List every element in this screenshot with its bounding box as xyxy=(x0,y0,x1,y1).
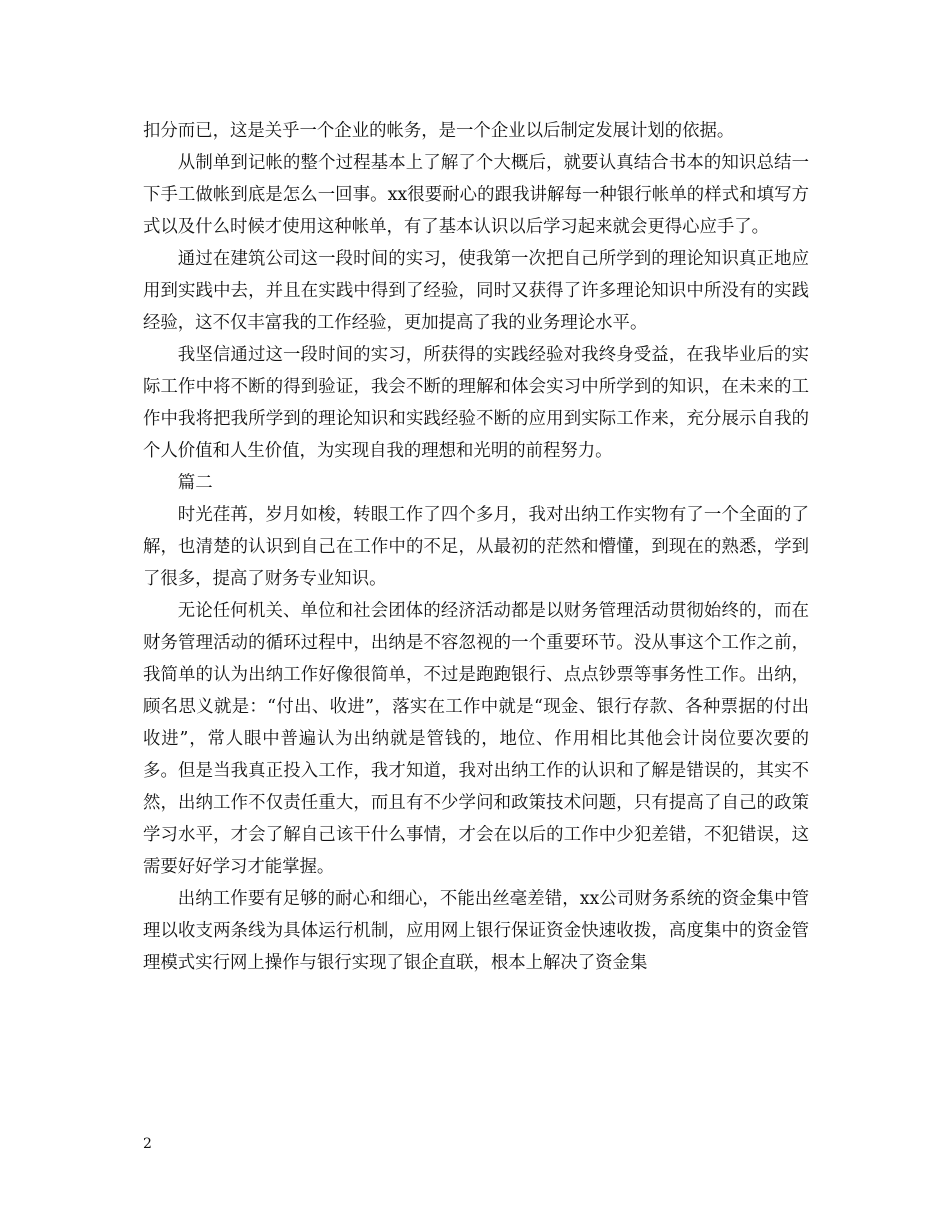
paragraph: 无论任何机关、单位和社会团体的经济活动都是以财务管理活动贯彻始终的，而在财务管理活动的循环过程中，出纳是不容忽视的一个重要环节。没从事这个工作之前，我简单的认为出纳工作好像很简单，不过是跑跑银行、点点钞票等事务性工作。出纳，顾名思义就是：“付出、收进”，落实在工作中就是“现金、银行存款、各种票据的付出收进”，常人眼中普遍认为出纳就是管钱的，地位、作用相比其他会计岗位要次要的多。但是当我真正投入工作，我才知道，我对出纳工作的认识和了解是错误的，其实不然，出纳工作不仅责任重大，而且有不少学问和政策技术问题，只有提高了自己的政策学习水平，才会了解自己该干什么事情，才会在以后的工作中少犯差错，不犯错误，这需要好好学习才能掌握。 xyxy=(143,601,809,877)
paragraph: 时光荏苒，岁月如梭，转眼工作了四个多月，我对出纳工作实物有了一个全面的了解，也清楚的认识到自己在工作中的不足，从最初的茫然和懵懂，到现在的熟悉，学到了很多，提高了财务专业知识。 xyxy=(143,505,809,589)
page-number: 2 xyxy=(143,1136,152,1152)
section-heading: 篇二 xyxy=(177,473,213,493)
paragraph: 通过在建筑公司这一段时间的实习，使我第一次把自己所学到的理论知识真正地应用到实践中去，并且在实践中得到了经验，同时又获得了许多理论知识中所没有的实践经验，这不仅丰富我的工作经验，更加提高了我的业务理论水平。 xyxy=(143,249,809,333)
paragraph: 出纳工作要有足够的耐心和细心，不能出丝毫差错，xx公司财务系统的资金集中管理以收支两条线为具体运行机制，应用网上银行保证资金快速收拨，高度集中的资金管理模式实行网上操作与银行实现了银企直联，根本上解决了资金集 xyxy=(143,889,809,973)
paragraph: 从制单到记帐的整个过程基本上了解了个大概后，就要认真结合书本的知识总结一下手工做帐到底是怎么一回事。xx很要耐心的跟我讲解每一种银行帐单的样式和填写方式以及什么时候才使用这种帐单，有了基本认识以后学习起来就会更得心应手了。 xyxy=(143,153,809,237)
body-text xyxy=(143,115,809,979)
paragraph: 我坚信通过这一段时间的实习，所获得的实践经验对我终身受益，在我毕业后的实际工作中将不断的得到验证，我会不断的理解和体会实习中所学到的知识，在未来的工作中我将把我所学到的理论知识和实践经验不断的应用到实际工作来，充分展示自我的个人价值和人生价值，为实现自我的理想和光明的前程努力。 xyxy=(143,345,809,461)
paragraph-continuation: 扣分而已，这是关乎一个企业的帐务，是一个企业以后制定发展计划的依据。 xyxy=(143,121,735,141)
